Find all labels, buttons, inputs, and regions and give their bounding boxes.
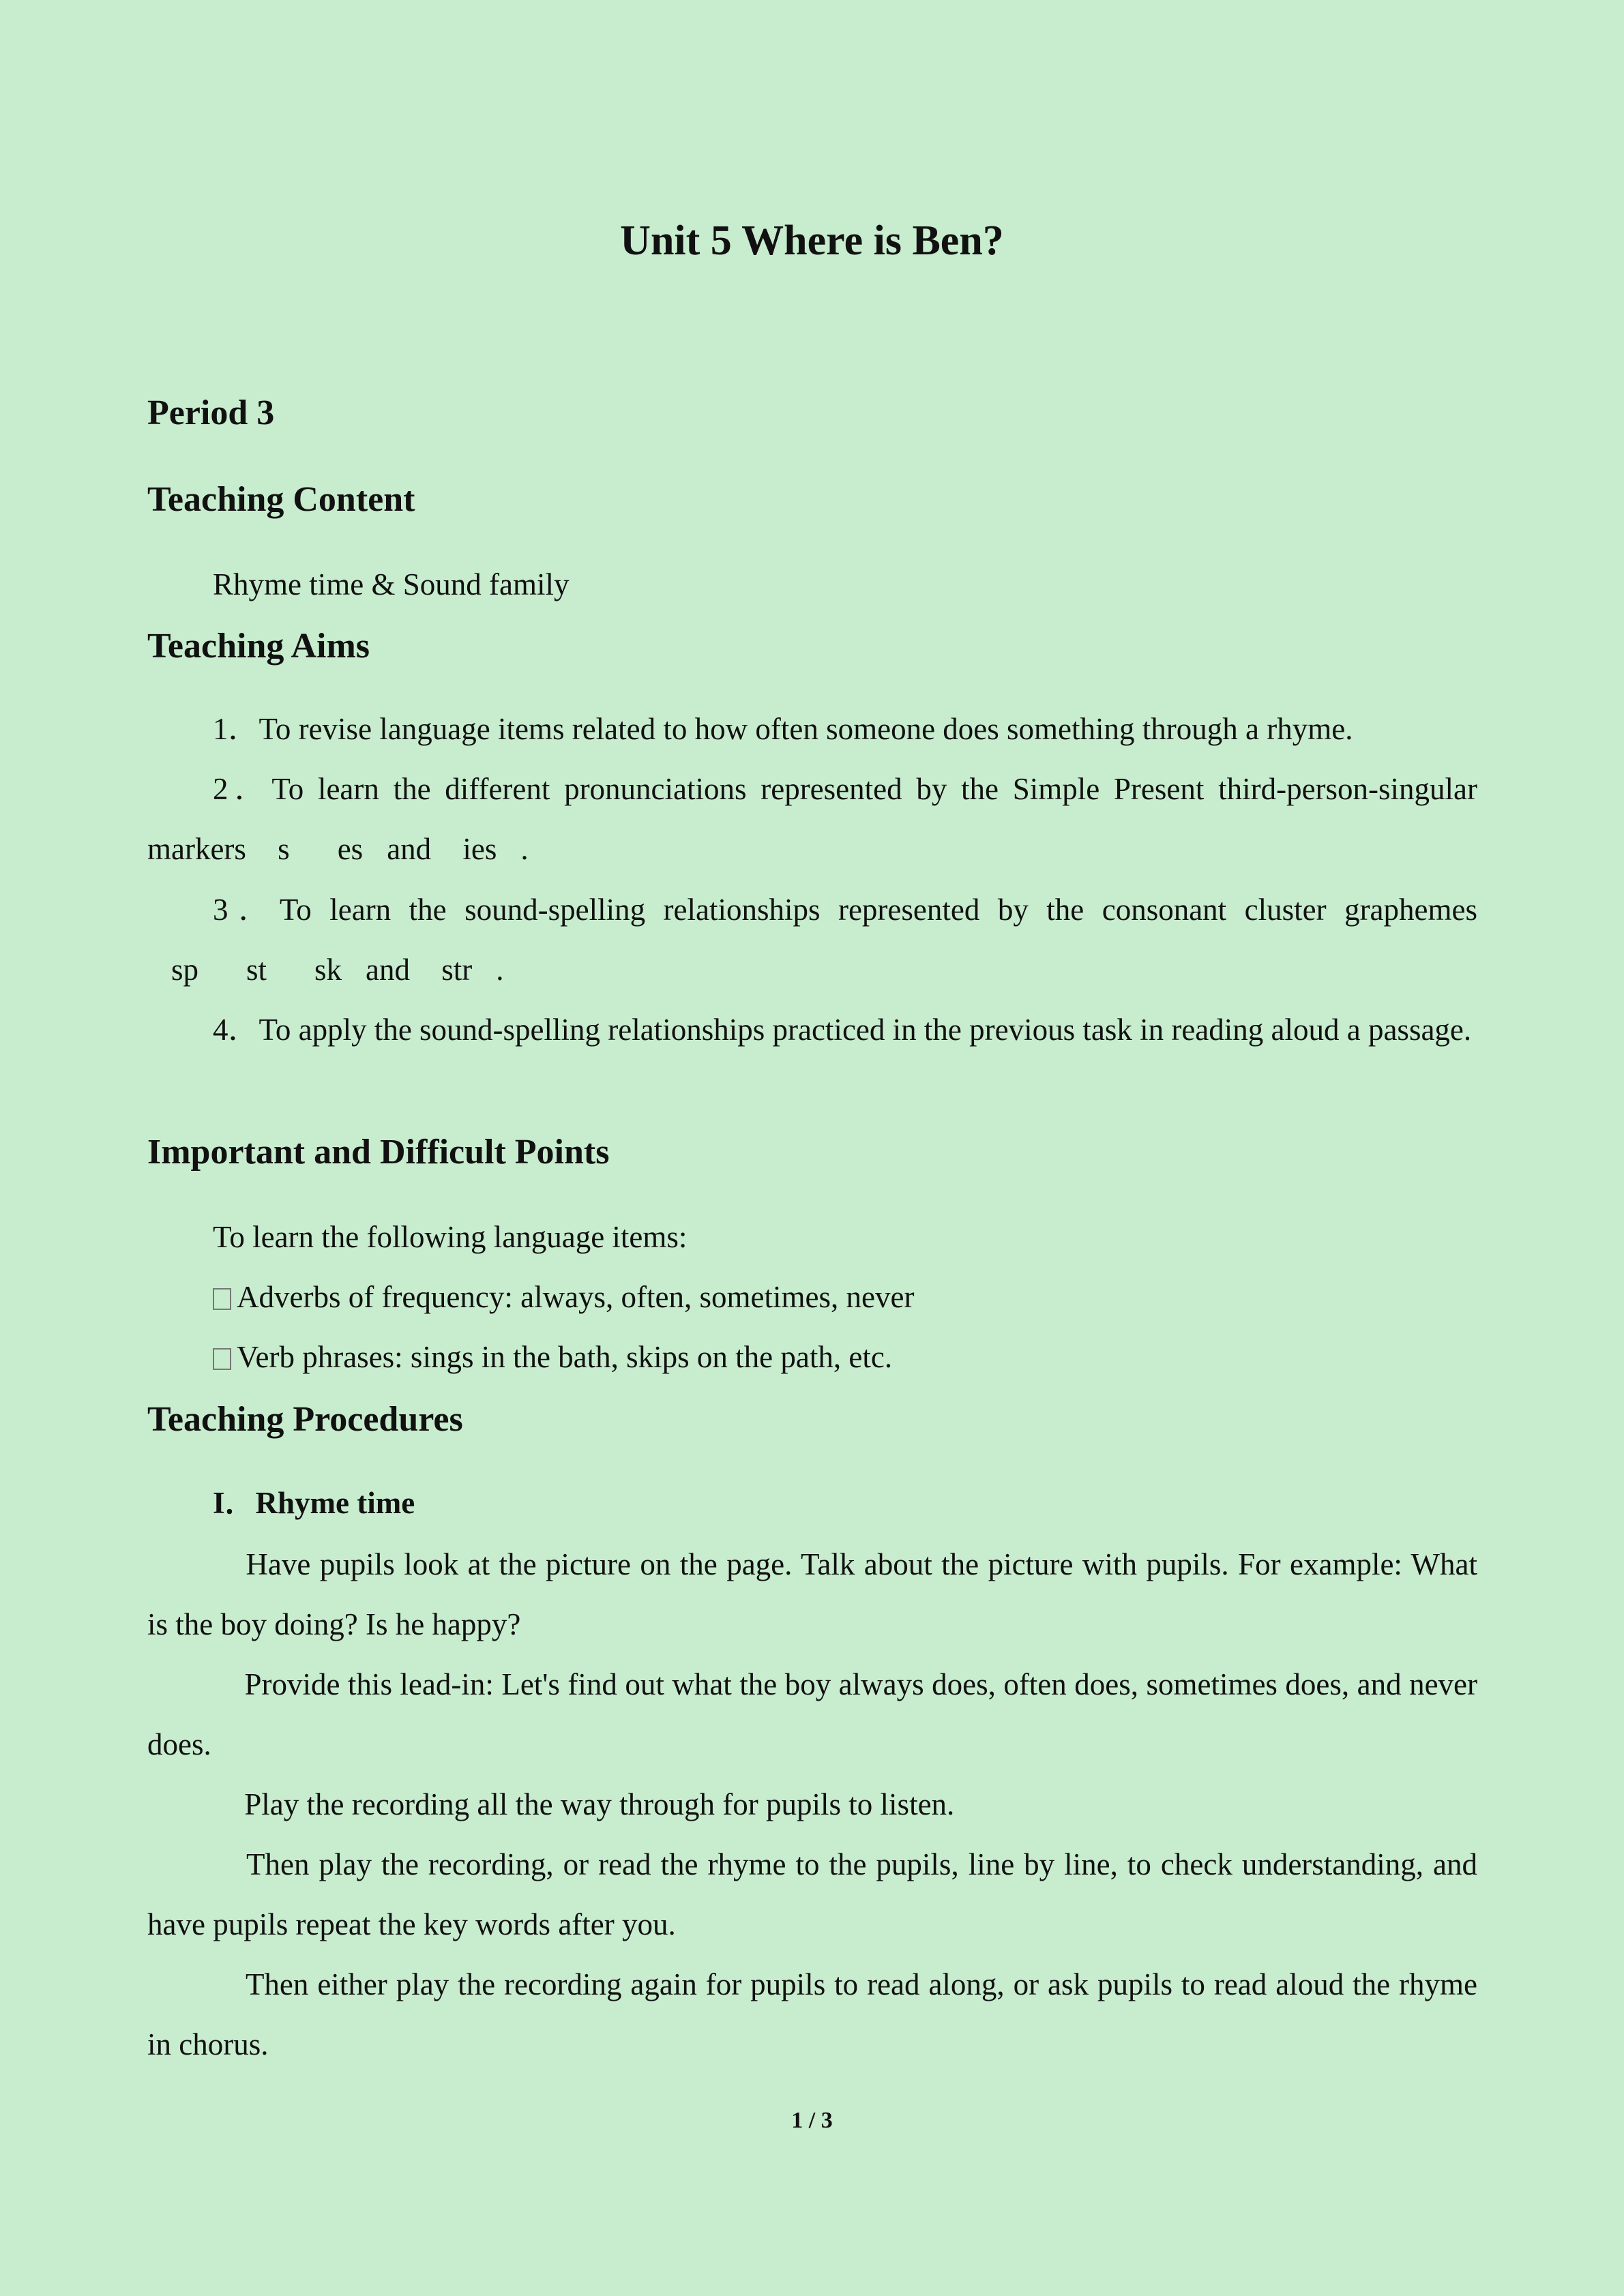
point-item-2-text: Verb phrases: sings in the bath, skips on the path, etc. bbox=[237, 1340, 893, 1374]
point-item-2 bbox=[147, 1327, 1477, 1387]
step-item-3: Play the recording all the way through for pupils to listen. bbox=[213, 1787, 924, 1821]
period-heading: Period 3 bbox=[147, 393, 275, 432]
aim-item-1: 1．To revise language items related to how often someone does something through a rhyme. bbox=[213, 712, 1353, 746]
aim-item-2: 2．To learn the different pronunciations represented by the Simple Present third-person-singular markers s es and ies . bbox=[147, 772, 1477, 866]
document-title: Unit 5 Where is Ben? bbox=[620, 218, 1004, 264]
point-item-1-text: Adverbs of frequency: always, often, sometimes, never bbox=[237, 1280, 915, 1314]
step-item-4: Then play the recording, or read the rhyme to the pupils, line by line, to check understanding, and have pupils repeat the key words after you. bbox=[147, 1847, 1477, 1941]
teaching-content-heading: Teaching Content bbox=[147, 480, 415, 519]
bullet-box-icon bbox=[213, 1348, 231, 1370]
point-item-1 bbox=[147, 1267, 1477, 1327]
teaching-procedures-heading: Teaching Procedures bbox=[147, 1400, 463, 1439]
rhyme-time-subheading: I．Rhyme time bbox=[213, 1486, 415, 1520]
aim-item-3: 3．To learn the sound-spelling relationships represented by the consonant cluster graphemes sp st sk and str . bbox=[147, 893, 1477, 987]
points-intro: To learn the following language items: bbox=[213, 1220, 688, 1254]
page-number: 1 / 3 bbox=[791, 2108, 833, 2133]
aim-item-4: 4．To apply the sound-spelling relationships practiced in the previous task in reading aloud a passage. bbox=[213, 1013, 1472, 1047]
step-item-2: Provide this lead-in: Let's find out what the boy always does, often does, sometimes does, and never does. bbox=[147, 1667, 1477, 1761]
bullet-box-icon bbox=[213, 1288, 231, 1310]
teaching-aims-heading: Teaching Aims bbox=[147, 627, 370, 666]
teaching-content-text: Rhyme time & Sound family bbox=[213, 567, 570, 601]
step-item-1: Have pupils look at the picture on the page. Talk about the picture with pupils. For example: What is the boy doing? Is he happy? bbox=[147, 1547, 1477, 1641]
important-points-heading: Important and Difficult Points bbox=[147, 1133, 610, 1172]
step-item-5: Then either play the recording again for pupils to read along, or ask pupils to read aloud the rhyme in chorus. bbox=[147, 1967, 1477, 2061]
